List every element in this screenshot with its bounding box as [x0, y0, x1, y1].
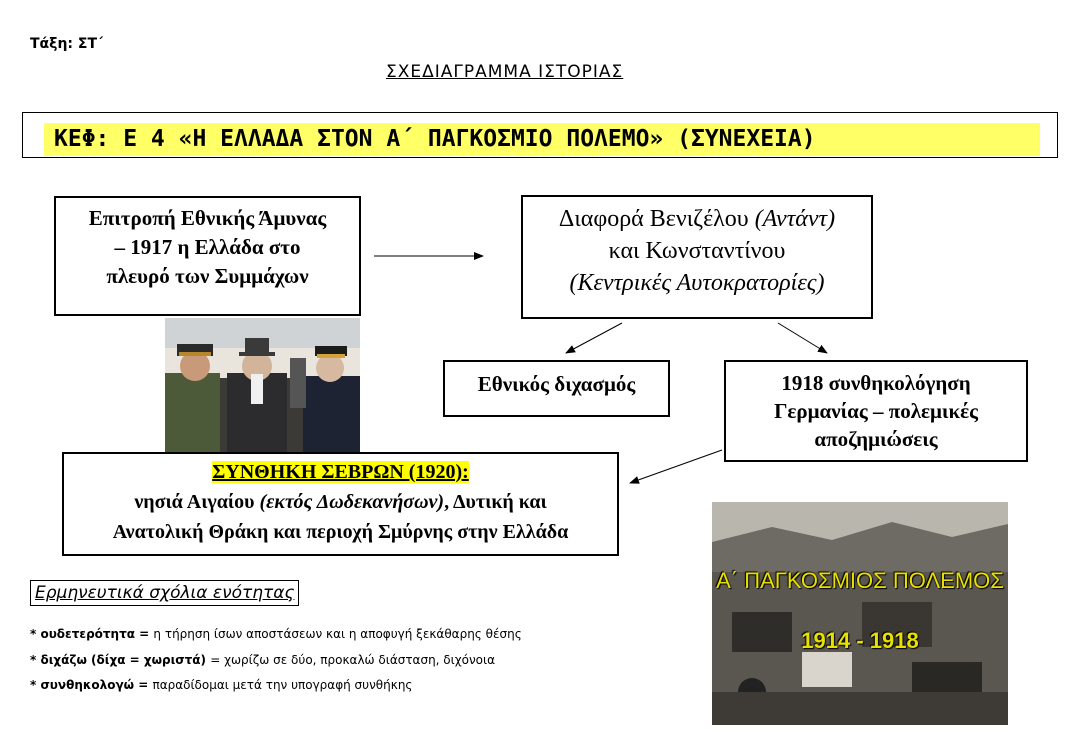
committee-line-2: – 1917 η Ελλάδα στο [114, 235, 301, 259]
arrow-to-schism [566, 323, 622, 353]
note-definition: η τήρηση ίσων αποστάσεων και η αποφυγή ξεκάθαρης θέσης [153, 627, 522, 641]
class-label: Τάξη: ΣΤ΄ [30, 36, 104, 52]
capitulation-line-3: αποζημιώσεις [814, 427, 938, 451]
capitulation-line-1: 1918 συνθηκολόγηση [781, 371, 971, 395]
note-term: * ουδετερότητα = [30, 627, 154, 641]
difference-line-2: και Κωνσταντίνου [608, 238, 786, 264]
sevres-line-1-end: , Δυτική και [444, 491, 547, 513]
note-item [30, 627, 522, 641]
difference-central-powers: (Κεντρικές Αυτοκρατορίες) [569, 270, 825, 296]
difference-entente: (Αντάντ) [754, 206, 836, 232]
capitulation-line-2: Γερμανίας – πολεμικές [774, 399, 978, 423]
arrow-to-capitulation [778, 323, 827, 353]
schism-text: Εθνικός διχασμός [477, 372, 636, 396]
war-photo-years: 1914 - 1918 [801, 628, 919, 653]
note-item [30, 678, 412, 692]
sevres-dodecanese: (εκτός Δωδεκανήσων) [259, 491, 445, 513]
war-photo-title: Α΄ ΠΑΓΚΟΣΜΙΟΣ ΠΟΛΕΜΟΣ [716, 568, 1004, 593]
committee-line-1: Επιτροπή Εθνικής Άμυνας [88, 206, 327, 230]
note-definition: = χωρίζω σε δύο, προκαλώ διάσταση, διχόνοια [210, 653, 495, 667]
war-photo [712, 502, 1008, 725]
difference-line-1: Διαφορά Βενιζέλου [558, 206, 755, 232]
committee-line-3: πλευρό των Συμμάχων [106, 264, 309, 288]
sevres-line-2: Ανατολική Θράκη και περιοχή Σμύρνης στην Ελλάδα [112, 521, 569, 543]
arrow-to-sevres [630, 450, 722, 483]
note-term: * συνθηκολογώ = [30, 678, 153, 692]
note-term: * διχάζω (δίχα = χωριστά) [30, 653, 211, 667]
sevres-title: ΣΥΝΘΗΚΗ ΣΕΒΡΩΝ (1920): [212, 461, 469, 483]
notes-title: Ερμηνευτικά σχόλια ενότητας [30, 580, 299, 606]
note-item [30, 653, 495, 667]
document-title: ΣΧΕΔΙΑΓΡΑΜΜΑ ΙΣΤΟΡΙΑΣ [386, 62, 624, 82]
chapter-title: ΚΕΦ: Ε 4 «Η ΕΛΛΑΔΑ ΣΤΟΝ Α΄ ΠΑΓΚΟΣΜΙΟ ΠΟΛΕΜΟ» (ΣΥΝΕΧΕΙΑ) [44, 123, 1040, 156]
note-definition: παραδίδομαι μετά την υπογραφή συνθήκης [152, 678, 413, 692]
sevres-line-1: νησιά Αιγαίου [134, 491, 260, 513]
